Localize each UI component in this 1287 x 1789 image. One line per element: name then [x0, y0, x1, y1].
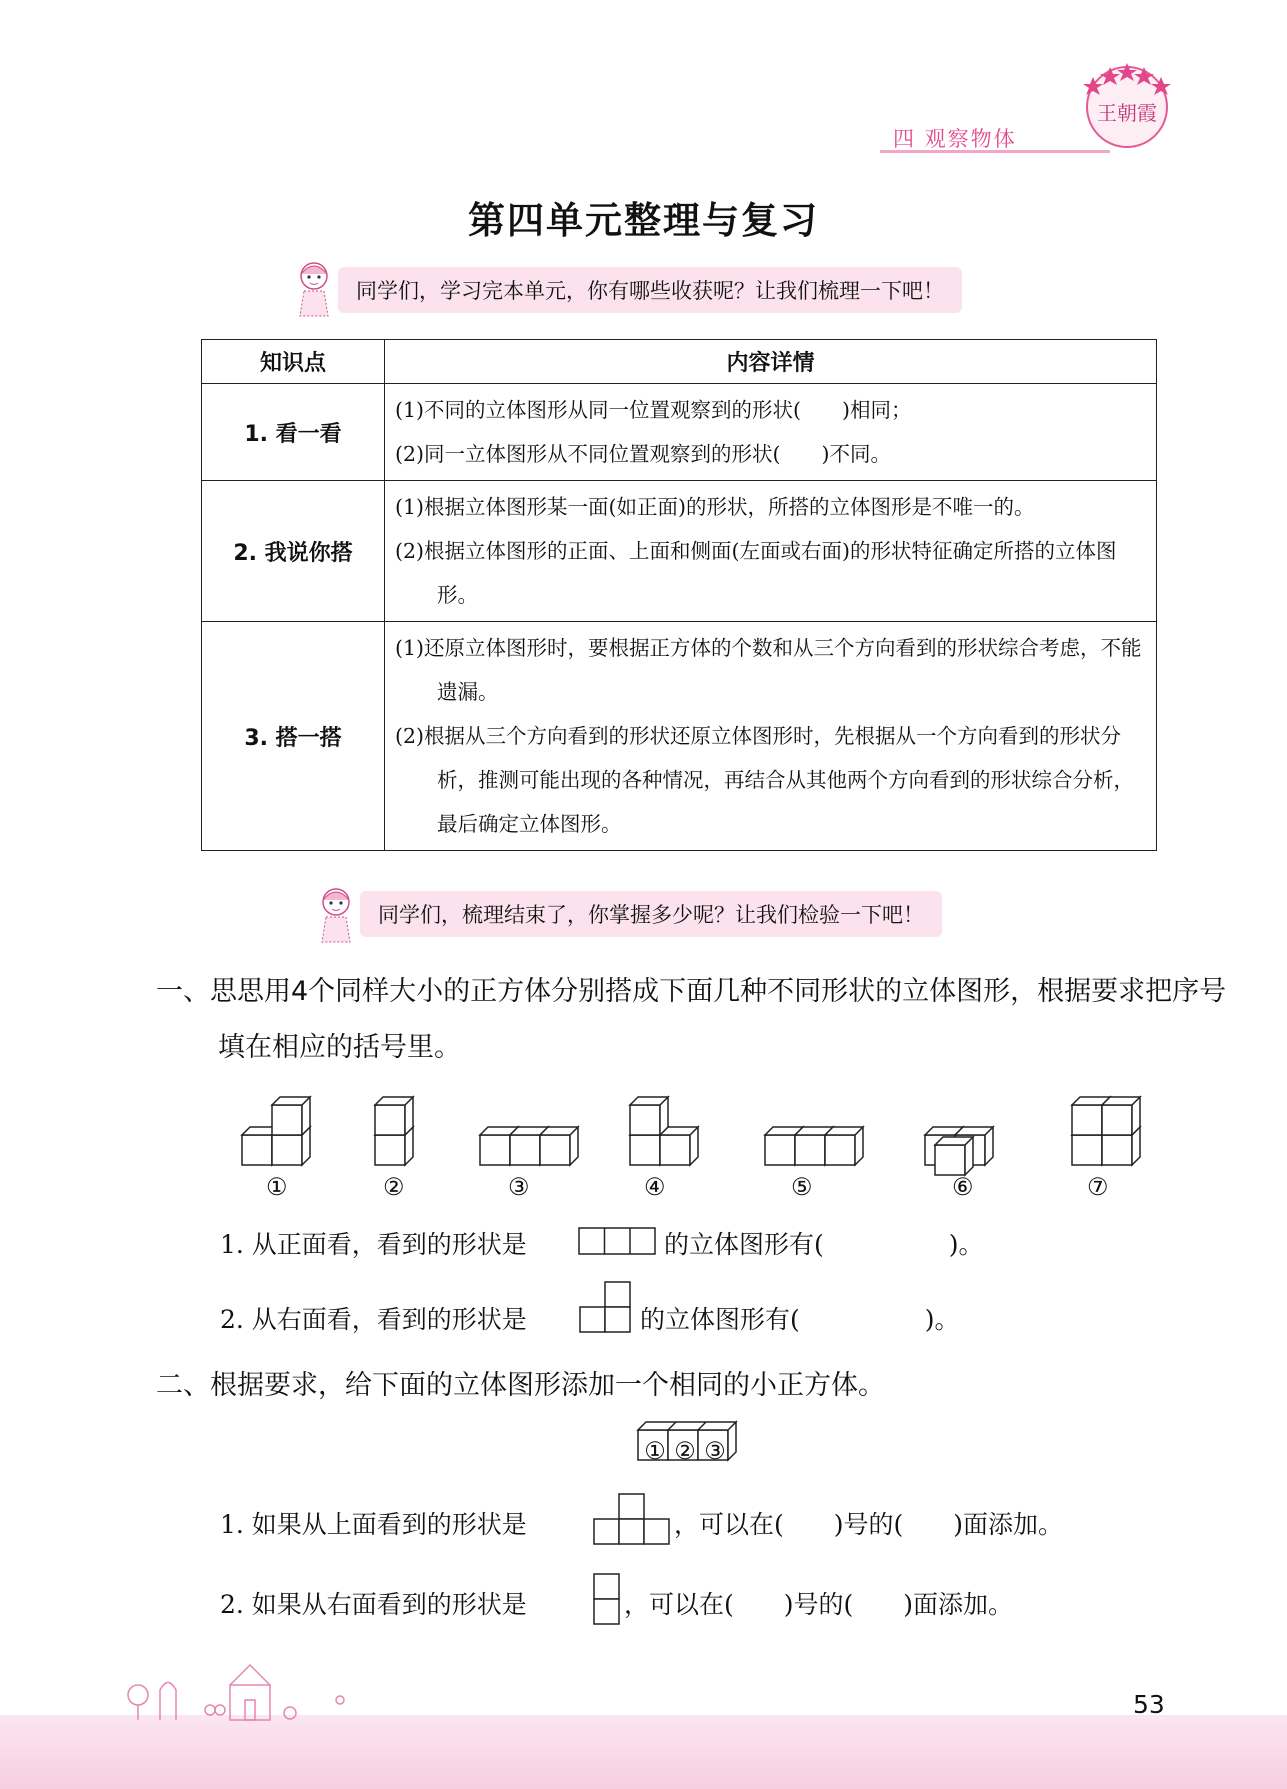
footer-band	[0, 1715, 1287, 1789]
cube-label: ③	[704, 1437, 726, 1465]
q2-sub2-prefix: 2. 如果从右面看到的形状是	[220, 1590, 527, 1619]
table-header-row	[202, 340, 1157, 384]
prompt-bubble-check: 同学们，梳理结束了，你掌握多少呢？让我们检验一下吧！	[360, 891, 942, 937]
figure-label: ⑤	[791, 1173, 813, 1201]
girl-mascot-icon	[290, 258, 338, 320]
cube-figures	[230, 1090, 1150, 1200]
figure-5	[765, 1127, 863, 1165]
page-title: 第四单元整理与复习	[468, 199, 819, 242]
table-row	[202, 384, 1157, 481]
knowledge-point: 1. 看一看	[202, 384, 385, 481]
table-row	[202, 481, 1157, 622]
content-detail	[385, 481, 1157, 622]
detail-item: (1)根据立体图形某一面(如正面)的形状，所搭的立体图形是不唯一的。	[395, 495, 1035, 519]
page-number: 53	[1133, 1690, 1165, 1719]
cube-label: ①	[644, 1437, 666, 1465]
table-row	[202, 622, 1157, 851]
q2-sub1-prefix: 1. 如果从上面看到的形状是	[220, 1510, 527, 1539]
logo-text: 王朝霞	[1097, 101, 1157, 125]
town-decoration-icon	[120, 1645, 380, 1725]
content-detail	[385, 622, 1157, 851]
question-2-text: 二、根据要求，给下面的立体图形添加一个相同的小正方体。	[156, 1370, 885, 1401]
figure-7	[1072, 1097, 1140, 1165]
figure-label: ④	[644, 1173, 666, 1201]
knowledge-point: 2. 我说你搭	[202, 481, 385, 622]
prompt-bubble-review: 同学们，学习完本单元，你有哪些收获呢？让我们梳理一下吧！	[338, 267, 962, 313]
right-view-shape-2	[592, 1572, 622, 1628]
content-detail	[385, 384, 1157, 481]
summary-table	[201, 339, 1157, 851]
q1-sub1-prefix: 1. 从正面看，看到的形状是	[220, 1230, 527, 1259]
figure-label: ②	[383, 1173, 405, 1201]
figure-label: ①	[266, 1173, 288, 1201]
detail-item: (1)还原立体图形时，要根据正方体的个数和从三个方向看到的形状综合考虑，不能遗漏。	[395, 636, 1142, 704]
girl-mascot-icon	[312, 884, 360, 946]
figure-label: ⑦	[1087, 1173, 1109, 1201]
detail-item: (2)同一立体图形从不同位置观察到的形状( )不同。	[395, 442, 892, 466]
q1-sub2-suffix: 的立体图形有( )。	[640, 1305, 960, 1334]
header-content-detail: 内容详情	[385, 340, 1157, 384]
figure-1	[242, 1097, 310, 1165]
chapter-label: 四 观察物体	[893, 127, 1017, 151]
figure-2	[375, 1097, 413, 1165]
figure-label: ③	[508, 1173, 530, 1201]
front-view-shape	[578, 1227, 658, 1257]
question-1-text: 一、思思用4个同样大小的正方体分别搭成下面几种不同形状的立体图形，根据要求把序号填在相应的括号里。	[156, 976, 1227, 1063]
detail-item: (2)根据立体图形的正面、上面和侧面(左面或右面)的形状特征确定所搭的立体图形。	[395, 539, 1117, 607]
brand-logo-icon	[1065, 55, 1190, 155]
header-knowledge-point: 知识点	[202, 340, 385, 384]
figure-3	[480, 1127, 578, 1165]
q2-sub2-suffix: ，可以在( )号的( )面添加。	[624, 1590, 1014, 1619]
detail-item: (1)不同的立体图形从同一位置观察到的形状( )相同；	[395, 398, 912, 422]
detail-item: (2)根据从三个方向看到的形状还原立体图形时，先根据从一个方向看到的形状分析，推测可能出现的各种情况，再结合从其他两个方向看到的形状综合分析，最后确定立体图形。	[395, 724, 1134, 836]
q2-sub1-suffix: ，可以在( )号的( )面添加。	[674, 1510, 1064, 1539]
q1-sub2-prefix: 2. 从右面看，看到的形状是	[220, 1305, 527, 1334]
figure-6	[925, 1127, 993, 1175]
knowledge-point: 3. 搭一搭	[202, 622, 385, 851]
right-view-shape	[578, 1280, 634, 1336]
cube-label: ②	[674, 1437, 696, 1465]
figure-label: ⑥	[952, 1173, 974, 1201]
top-view-shape	[592, 1492, 672, 1548]
figure-4	[630, 1097, 698, 1165]
q1-sub1-suffix: 的立体图形有( )。	[664, 1230, 984, 1259]
